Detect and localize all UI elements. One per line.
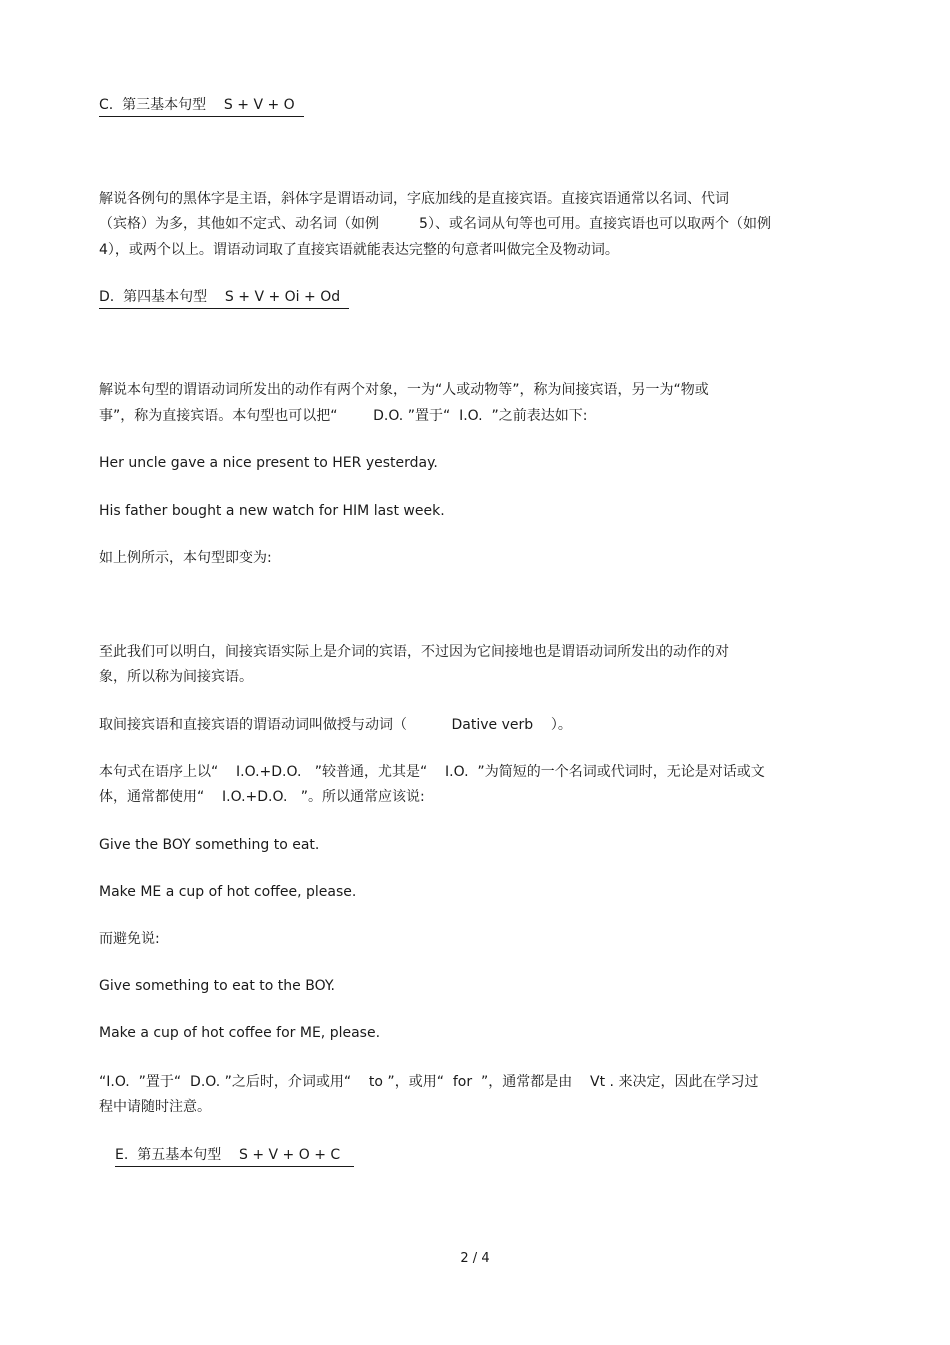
paragraph-line: 解说各例句的黑体字是主语，斜体字是谓语动词，字底加线的是直接宾语。直接宾语通常以名词、代词: [99, 191, 729, 207]
paragraph-line: 体，通常都使用“ I.O.+D.O. ”。所以通常应该说:: [99, 789, 425, 805]
example-sentence: Give something to eat to the BOY.: [99, 978, 336, 994]
paragraph-line: 本句式在语序上以“ I.O.+D.O. ”较普通，尤其是“ I.O. ”为简短的一个名词或代词时，无论是对话或文: [99, 764, 765, 780]
paragraph-line: 解说本句型的谓语动词所发出的动作有两个对象，一为“人或动物等”，称为间接宾语，另一为“物或: [99, 382, 709, 398]
example-sentence: Give the BOY something to eat.: [99, 837, 320, 853]
paragraph-line: 4），或两个以上。谓语动词取了直接宾语就能表达完整的句意者叫做完全及物动词。: [99, 242, 619, 258]
page-number: 2 / 4: [460, 1251, 490, 1266]
paragraph-line: 如上例所示，本句型即变为:: [99, 550, 272, 566]
paragraph-line: 至此我们可以明白，间接宾语实际上是介词的宾语，不过因为它间接地也是谓语动词所发出的动作的对: [99, 644, 729, 660]
section-heading-e: E. 第五基本句型 S + V + O + C: [115, 1146, 354, 1167]
example-sentence: His father bought a new watch for HIM last week.: [99, 503, 445, 519]
paragraph-line: （宾格）为多，其他如不定式、动名词（如例 5）、或名词从句等也可用。直接宾语也可以取两个（如例: [99, 216, 771, 232]
paragraph-line: 象，所以称为间接宾语。: [99, 669, 253, 685]
paragraph-line: 程中请随时注意。: [99, 1099, 211, 1115]
section-heading-d: D. 第四基本句型 S + V + Oi + Od: [99, 288, 349, 309]
example-sentence: Make a cup of hot coffee for ME, please.: [99, 1025, 381, 1041]
example-sentence: Her uncle gave a nice present to HER yesterday.: [99, 455, 438, 471]
paragraph-line: 事”，称为直接宾语。本句型也可以把“ D.O. ”置于“ I.O. ”之前表达如下:: [99, 408, 588, 424]
paragraph-line: 而避免说:: [99, 931, 160, 947]
example-sentence: Make ME a cup of hot coffee, please.: [99, 884, 357, 900]
paragraph-line: “I.O. ”置于“ D.O. ”之后时，介词或用“ to ”，或用“ for ”，通常都是由 Vt . 来决定，因此在学习过: [99, 1074, 759, 1090]
section-heading-c: C. 第三基本句型 S + V + O: [99, 96, 304, 117]
paragraph-line: 取间接宾语和直接宾语的谓语动词叫做授与动词（ Dative verb ）。: [99, 717, 572, 733]
